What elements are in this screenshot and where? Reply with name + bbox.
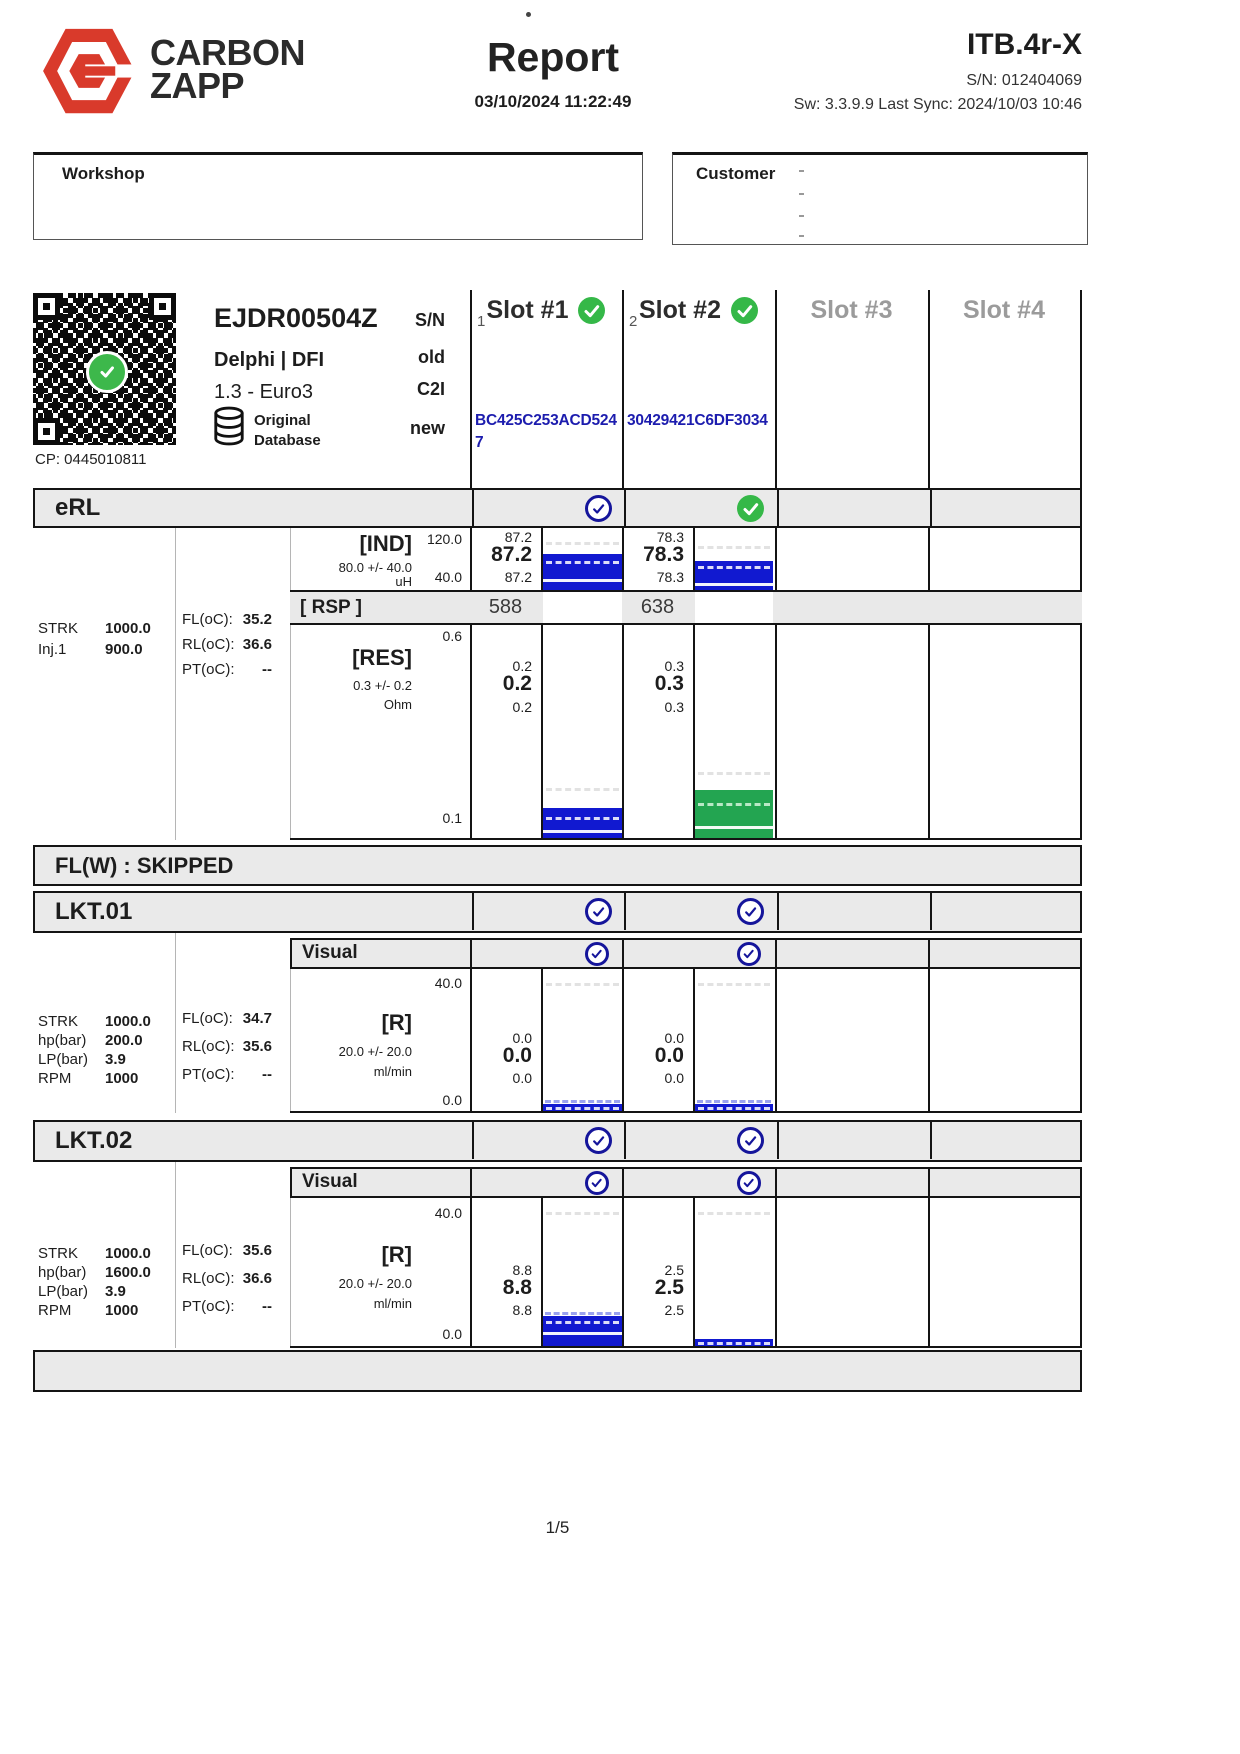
machine-serial: S/N: 012404069 bbox=[966, 72, 1082, 89]
row-label-new: new bbox=[409, 418, 445, 438]
column-divider bbox=[777, 490, 779, 526]
erl-pt-value: -- bbox=[262, 661, 272, 678]
injector-part-number: EJDR00504Z bbox=[214, 303, 378, 333]
row-label-old: old bbox=[418, 347, 445, 367]
column-divider bbox=[775, 528, 777, 840]
column-divider bbox=[472, 490, 474, 526]
res-slot1-lo: 0.2 bbox=[512, 699, 532, 715]
customer-placeholder-mark bbox=[799, 215, 804, 217]
lkt02-slot2-check-icon bbox=[737, 1127, 764, 1154]
lkt01-strk-label: STRK bbox=[38, 1013, 79, 1030]
brand-line2: ZAPP bbox=[150, 65, 245, 107]
erl-rl-value: 36.6 bbox=[242, 636, 272, 653]
slot2-label: Slot #2 bbox=[639, 295, 721, 324]
lkt02-visual-row bbox=[290, 1167, 1082, 1198]
slot2-header bbox=[622, 292, 775, 328]
ind-slot2-hi: 78.3 bbox=[656, 529, 684, 545]
injector-emission-class: 1.3 - Euro3 bbox=[214, 381, 313, 403]
slot4-header bbox=[928, 292, 1080, 328]
carbonzapp-logo-icon bbox=[40, 26, 138, 121]
lkt01-lp-value: 3.9 bbox=[105, 1051, 126, 1068]
ind-unit: uH bbox=[395, 574, 412, 589]
qr-code bbox=[33, 293, 176, 445]
lkt01-r-slot2-lo: 0.0 bbox=[664, 1070, 684, 1086]
ind-scale-min: 40.0 bbox=[434, 569, 462, 585]
lkt02-r-scale-min: 0.0 bbox=[442, 1326, 462, 1342]
workshop-panel bbox=[33, 152, 643, 240]
lkt02-r-scale-max: 40.0 bbox=[434, 1205, 462, 1221]
qr-finder-icon bbox=[33, 293, 60, 320]
lkt02-strk-label: STRK bbox=[38, 1245, 79, 1262]
lkt01-visual-row bbox=[290, 938, 1082, 969]
lkt02-hp-value: 1600.0 bbox=[105, 1264, 151, 1281]
qr-finder-icon bbox=[149, 293, 176, 320]
res-slot2-hi: 0.3 bbox=[664, 658, 684, 674]
ind-slot2-bar bbox=[695, 528, 773, 590]
row-divider bbox=[290, 838, 1082, 840]
lkt01-hp-value: 200.0 bbox=[105, 1032, 143, 1049]
res-slot1-hi: 0.2 bbox=[512, 658, 532, 674]
lkt01-r-slot1-hi: 0.0 bbox=[512, 1030, 532, 1046]
erl-strk-value: 1000.0 bbox=[105, 620, 151, 637]
lkt02-lp-label: LP(bar) bbox=[38, 1283, 89, 1300]
software-sync-info: Sw: 3.3.9.9 Last Sync: 2024/10/03 10:46 bbox=[793, 96, 1082, 113]
lkt01-r-slot1-value: 0.0 bbox=[502, 1044, 532, 1067]
lkt02-rpm-value: 1000 bbox=[105, 1302, 139, 1319]
brand-line1: CARBON bbox=[150, 32, 305, 73]
slot4-label: Slot #4 bbox=[963, 295, 1045, 324]
lkt01-section-header bbox=[33, 891, 1082, 933]
lkt02-pt-label: PT(oC): bbox=[182, 1298, 235, 1315]
lkt02-fl-label: FL(oC): bbox=[182, 1242, 233, 1259]
lkt02-r-slot2-bar bbox=[695, 1198, 773, 1348]
slot1-pass-check-icon bbox=[578, 297, 605, 324]
slot1-label: Slot #1 bbox=[486, 295, 569, 324]
ind-slot1-value: 87.2 bbox=[491, 543, 532, 566]
ind-spec: 80.0 +/- 40.0 bbox=[338, 560, 412, 575]
res-spec: 0.3 +/- 0.2 bbox=[353, 678, 412, 693]
erl-fl-label: FL(oC): bbox=[182, 611, 233, 628]
ind-slot2-lo: 78.3 bbox=[656, 569, 684, 585]
erl-inj-value: 900.0 bbox=[105, 641, 143, 658]
slot1-new-code: BC425C253ACD5247 bbox=[475, 412, 617, 452]
page-number: 1/5 bbox=[545, 1518, 570, 1537]
report-datetime: 03/10/2024 11:22:49 bbox=[474, 92, 632, 111]
rsp-test-name: [ RSP ] bbox=[300, 597, 362, 618]
lkt01-r-unit: ml/min bbox=[373, 1064, 412, 1079]
column-divider bbox=[930, 893, 932, 930]
lkt02-r-unit: ml/min bbox=[373, 1296, 412, 1311]
customer-placeholder-mark bbox=[799, 193, 804, 195]
lkt01-fl-value: 34.7 bbox=[242, 1010, 272, 1027]
lkt02-fl-value: 35.6 bbox=[242, 1242, 272, 1259]
qr-finder-icon bbox=[33, 418, 60, 445]
row-divider bbox=[290, 623, 1082, 625]
lkt02-r-slot1-lo: 8.8 bbox=[512, 1302, 532, 1318]
customer-placeholder-mark bbox=[799, 235, 804, 237]
customer-label: Customer bbox=[696, 164, 776, 183]
lkt01-visual-slot1-check-icon bbox=[585, 942, 609, 966]
lkt02-visual-slot2-check-icon bbox=[737, 1171, 761, 1195]
lkt01-hp-label: hp(bar) bbox=[38, 1032, 87, 1049]
res-scale-min: 0.1 bbox=[442, 810, 462, 826]
customer-panel bbox=[672, 152, 1088, 245]
injector-make: Delphi | DFI bbox=[214, 349, 325, 371]
lkt02-slot1-check-icon bbox=[585, 1127, 612, 1154]
lkt02-r-slot1-value: 8.8 bbox=[502, 1276, 532, 1299]
lkt02-r-name: [R] bbox=[381, 1242, 412, 1267]
column-divider bbox=[624, 893, 626, 930]
lkt01-r-scale-min: 0.0 bbox=[442, 1092, 462, 1108]
lkt01-pt-value: -- bbox=[262, 1066, 272, 1083]
res-slot1-bar bbox=[543, 625, 622, 838]
lkt02-rl-label: RL(oC): bbox=[182, 1270, 235, 1287]
erl-title: eRL bbox=[55, 494, 101, 521]
bottom-empty-band bbox=[33, 1350, 1082, 1392]
lkt01-rl-label: RL(oC): bbox=[182, 1038, 235, 1055]
res-slot1-value: 0.2 bbox=[502, 672, 532, 695]
ind-slot1-hi: 87.2 bbox=[504, 529, 532, 545]
lkt01-r-slot1-lo: 0.0 bbox=[512, 1070, 532, 1086]
res-slot2-bar bbox=[695, 625, 773, 838]
machine-model: ITB.4r-X bbox=[966, 28, 1082, 61]
column-divider bbox=[777, 893, 779, 930]
database-icon bbox=[212, 406, 246, 451]
slot2-new-code: 30429421C6DF3034 bbox=[627, 412, 768, 429]
cp-number: CP: 0445010811 bbox=[35, 451, 147, 468]
lkt02-r-slot1-hi: 8.8 bbox=[512, 1262, 532, 1278]
lkt02-hp-label: hp(bar) bbox=[38, 1264, 87, 1281]
erl-inj-label: Inj.1 bbox=[38, 641, 67, 658]
brand-name bbox=[150, 32, 305, 107]
erl-fl-value: 35.2 bbox=[242, 611, 272, 628]
lkt01-visual-slot2-check-icon bbox=[737, 942, 761, 966]
column-divider bbox=[1080, 528, 1082, 840]
lkt01-slot1-check-icon bbox=[585, 898, 612, 925]
ind-slot1-lo: 87.2 bbox=[504, 569, 532, 585]
column-divider bbox=[472, 893, 474, 930]
slot1-index: 1 bbox=[477, 313, 486, 330]
row-divider bbox=[290, 1111, 1082, 1113]
lkt02-r-slot2-hi: 2.5 bbox=[664, 1262, 684, 1278]
lkt01-slot2-check-icon bbox=[737, 898, 764, 925]
row-divider bbox=[290, 1346, 1082, 1348]
erl-slot1-check-icon bbox=[585, 495, 612, 522]
column-divider bbox=[1080, 290, 1082, 488]
customer-placeholder-mark bbox=[799, 170, 804, 172]
slot2-index: 2 bbox=[629, 313, 638, 330]
rsp-slot2-value: 638 bbox=[640, 596, 675, 618]
res-test-name: [RES] bbox=[352, 645, 412, 670]
rsp-slot1-value: 588 bbox=[488, 596, 523, 618]
lkt01-r-spec: 20.0 +/- 20.0 bbox=[338, 1044, 412, 1059]
lkt01-rpm-value: 1000 bbox=[105, 1070, 139, 1087]
lkt02-visual-label: Visual bbox=[302, 1171, 358, 1192]
lkt01-pt-label: PT(oC): bbox=[182, 1066, 235, 1083]
report-title: Report bbox=[486, 34, 620, 80]
erl-slot2-check-icon bbox=[737, 495, 764, 522]
ind-test-name: [IND] bbox=[359, 531, 412, 556]
lkt02-r-spec: 20.0 +/- 20.0 bbox=[338, 1276, 412, 1291]
res-unit: Ohm bbox=[383, 697, 412, 712]
slot3-label: Slot #3 bbox=[810, 295, 893, 324]
flw-title: FL(W) : SKIPPED bbox=[55, 852, 234, 878]
lkt02-rl-value: 36.6 bbox=[242, 1270, 272, 1287]
lkt01-rpm-label: RPM bbox=[38, 1070, 72, 1087]
res-slot2-lo: 0.3 bbox=[664, 699, 684, 715]
erl-rl-label: RL(oC): bbox=[182, 636, 235, 653]
slot2-pass-check-icon bbox=[731, 297, 758, 324]
lkt01-strk-value: 1000.0 bbox=[105, 1013, 151, 1030]
erl-strk-label: STRK bbox=[38, 620, 79, 637]
lkt02-title: LKT.02 bbox=[55, 1127, 133, 1154]
database-origin-line1: Original bbox=[254, 412, 311, 429]
column-divider bbox=[290, 528, 291, 840]
lkt02-r-slot2-lo: 2.5 bbox=[664, 1302, 684, 1318]
column-divider bbox=[175, 528, 176, 840]
column-divider bbox=[928, 528, 930, 840]
lkt01-fl-label: FL(oC): bbox=[182, 1010, 233, 1027]
res-slot2-value: 0.3 bbox=[654, 672, 684, 695]
lkt01-r-slot2-hi: 0.0 bbox=[664, 1030, 684, 1046]
lkt02-pt-value: -- bbox=[262, 1298, 272, 1315]
lkt01-r-name: [R] bbox=[381, 1010, 412, 1035]
lkt01-title: LKT.01 bbox=[55, 898, 133, 925]
ind-slot2-value: 78.3 bbox=[643, 543, 684, 566]
lkt01-lp-label: LP(bar) bbox=[38, 1051, 89, 1068]
lkt02-lp-value: 3.9 bbox=[105, 1283, 126, 1300]
column-divider bbox=[930, 490, 932, 526]
res-scale-max: 0.6 bbox=[442, 628, 462, 644]
erl-section-header bbox=[33, 488, 1082, 528]
verified-check-icon bbox=[86, 351, 128, 393]
ind-scale-max: 120.0 bbox=[426, 531, 462, 547]
lkt02-strk-value: 1000.0 bbox=[105, 1245, 151, 1262]
workshop-label: Workshop bbox=[62, 164, 145, 183]
lkt01-visual-label: Visual bbox=[302, 942, 358, 963]
database-origin-line2: Database bbox=[254, 431, 321, 449]
lkt02-section-header bbox=[33, 1120, 1082, 1162]
lkt01-rl-value: 35.6 bbox=[242, 1038, 272, 1055]
flw-section-header bbox=[33, 845, 1082, 886]
lkt01-r-slot2-value: 0.0 bbox=[654, 1044, 684, 1067]
lkt02-r-slot2-value: 2.5 bbox=[654, 1276, 684, 1299]
erl-pt-label: PT(oC): bbox=[182, 661, 235, 678]
lkt02-visual-slot1-check-icon bbox=[585, 1171, 609, 1195]
column-divider bbox=[624, 490, 626, 526]
lkt01-r-slot2-bar bbox=[695, 969, 773, 1113]
slot3-header bbox=[775, 292, 928, 328]
slot1-header bbox=[470, 292, 622, 328]
row-label-sn: S/N bbox=[414, 310, 445, 330]
stray-dot bbox=[526, 12, 531, 17]
row-label-c2i: C2I bbox=[416, 379, 445, 399]
lkt01-r-scale-max: 40.0 bbox=[434, 975, 462, 991]
lkt02-rpm-label: RPM bbox=[38, 1302, 72, 1319]
